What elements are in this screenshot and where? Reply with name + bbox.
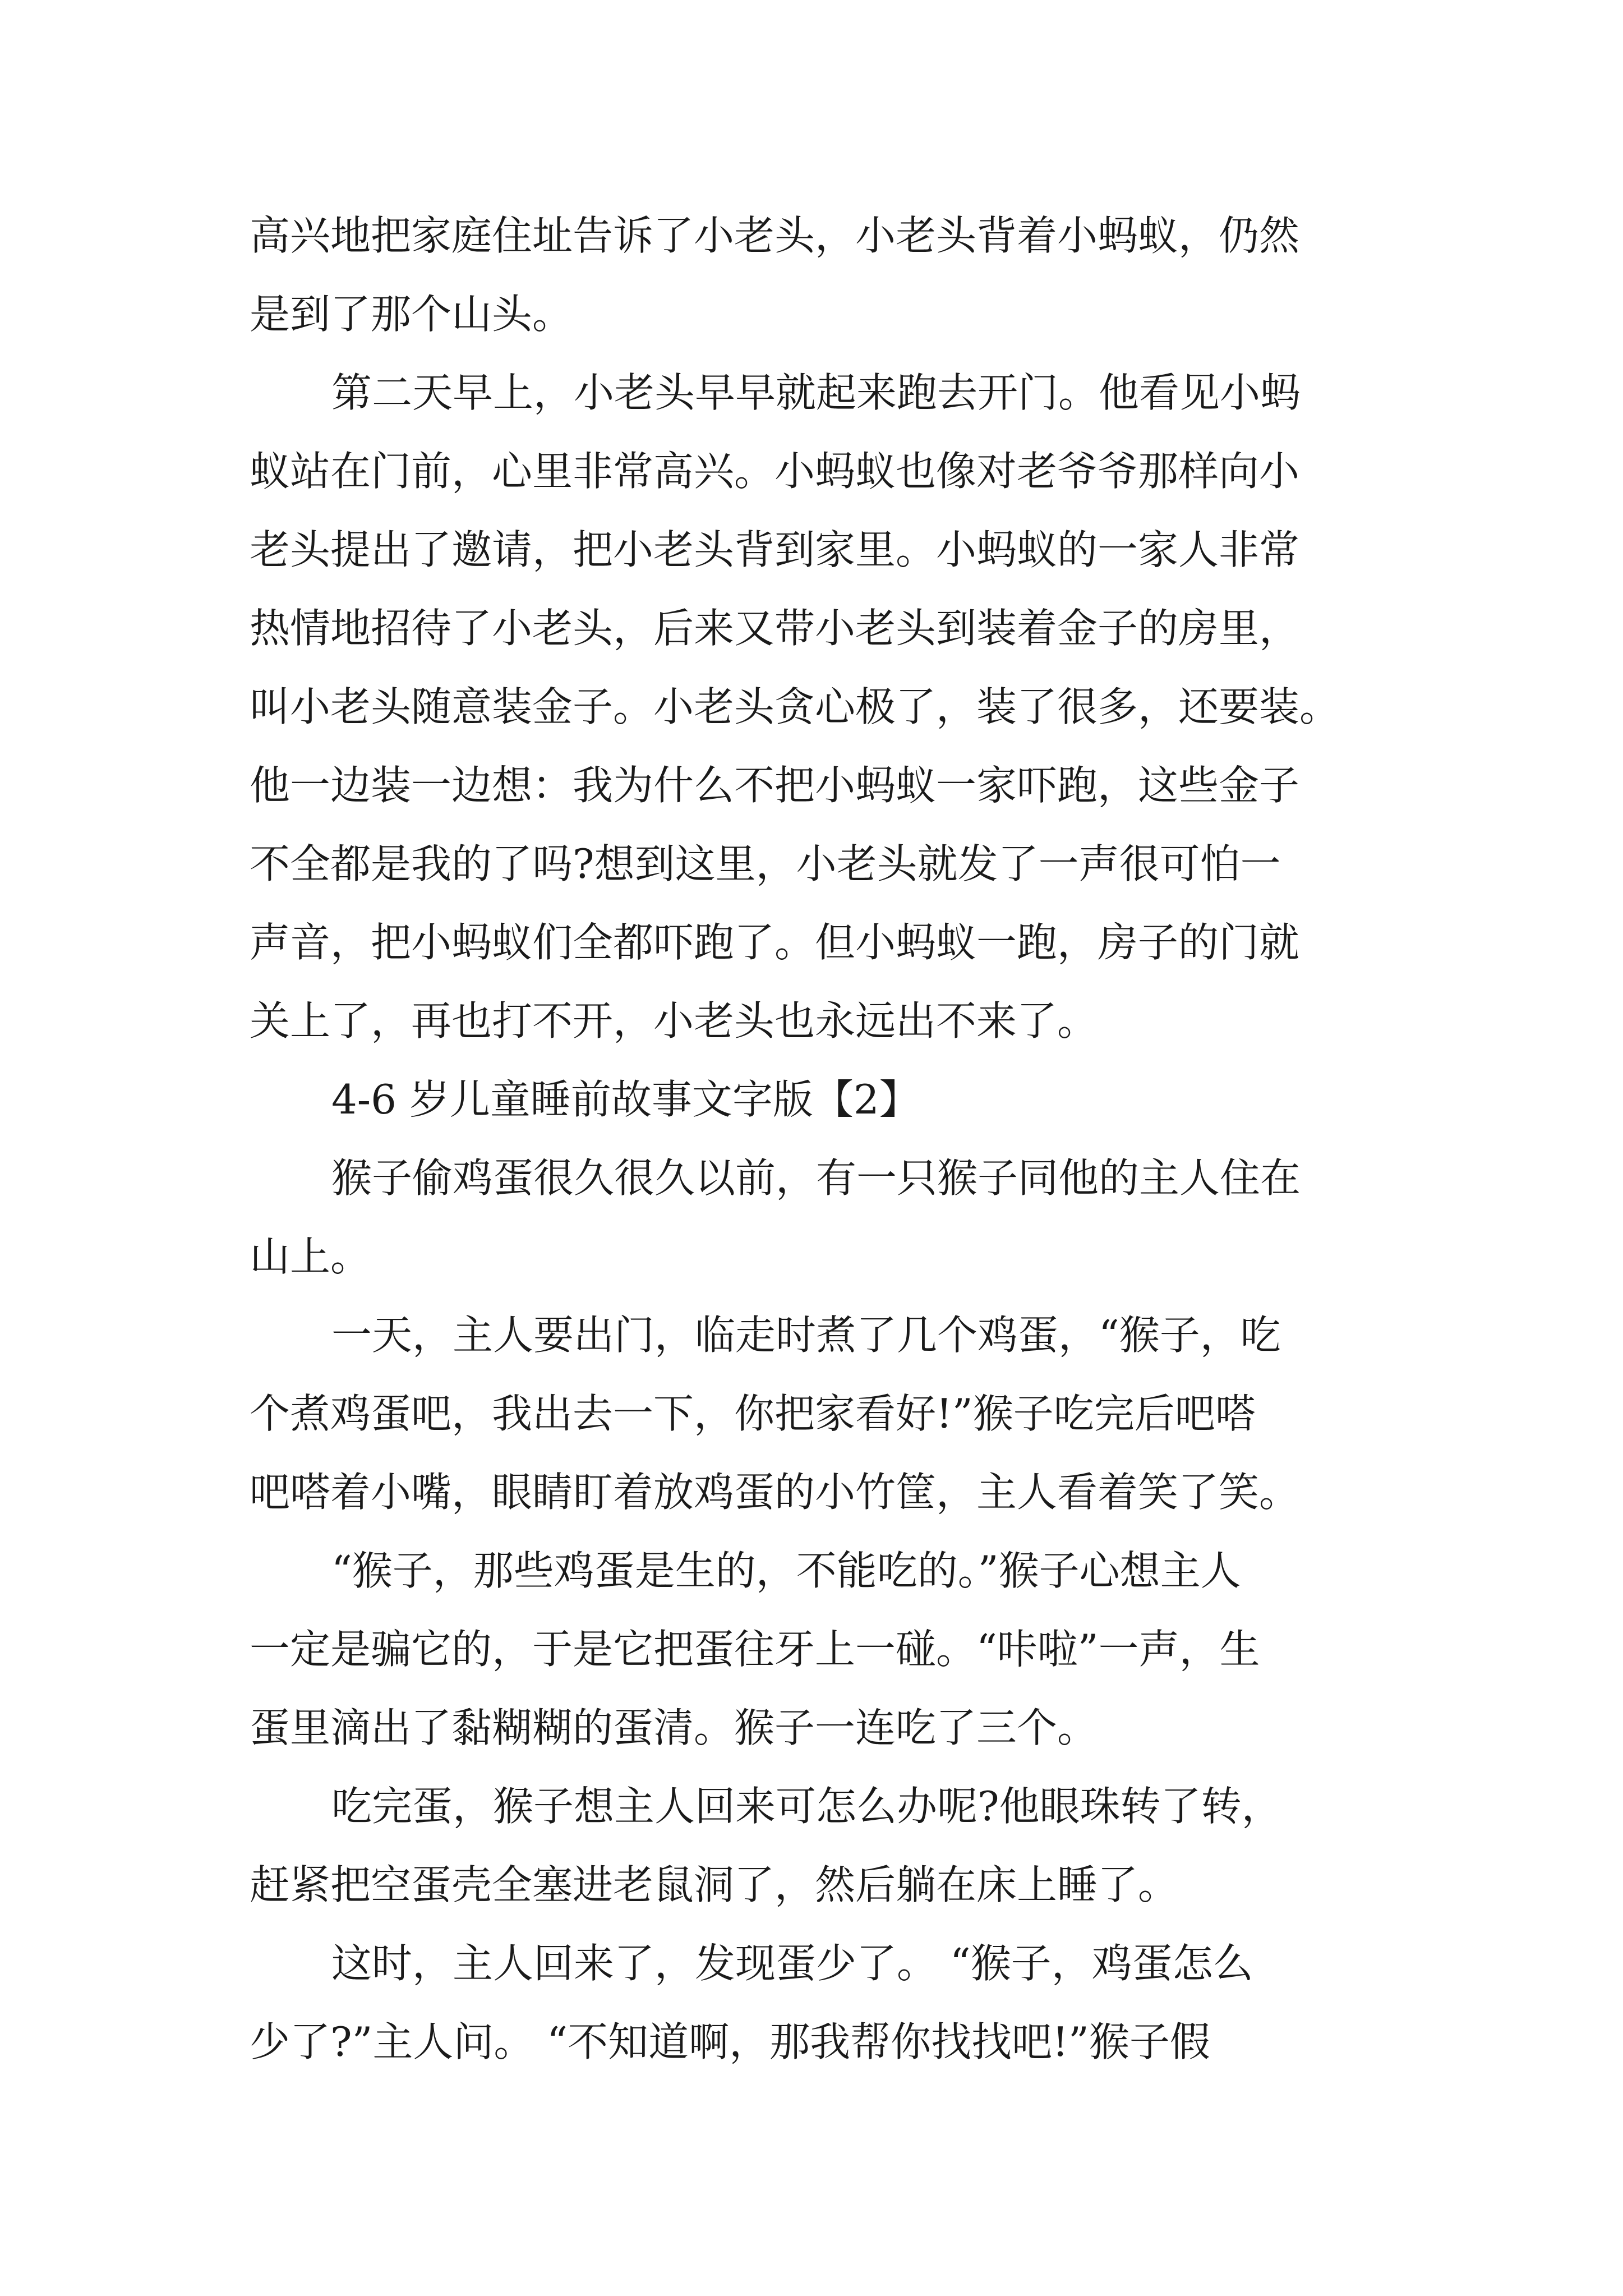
- text-line: 蛋里滴出了黏糊糊的蛋清。猴子一连吃了三个。: [250, 1704, 1098, 1751]
- text-line: 这时，主人回来了，发现蛋少了。 “猴子，鸡蛋怎么: [331, 1940, 1253, 1987]
- text-line: 个煮鸡蛋吧，我出去一下，你把家看好!”猴子吃完后吧嗒: [250, 1390, 1256, 1437]
- text-line: 第二天早上，小老头早早就起来跑去开门。他看见小蚂: [331, 369, 1301, 416]
- text-line: 赶紧把空蛋壳全塞进老鼠洞了，然后躺在床上睡了。: [250, 1861, 1179, 1908]
- text-line: 少了?”主人问。 “不知道啊，那我帮你找找吧!”猴子假: [250, 2018, 1210, 2065]
- text-line: 一定是骗它的，于是它把蛋往牙上一碰。“咔啦”一声，生: [250, 1626, 1260, 1673]
- text-line: 一天，主人要出门，临走时煮了几个鸡蛋，“猴子，吃: [331, 1312, 1281, 1359]
- story-text: [250, 196, 1385, 2081]
- text-line: 高兴地把家庭住址告诉了小老头，小老头背着小蚂蚁，仍然: [250, 212, 1300, 259]
- text-line: 他一边装一边想：我为什么不把小蚂蚁一家吓跑，这些金子: [250, 762, 1300, 809]
- text-line: 不全都是我的了吗?想到这里，小老头就发了一声很可怕一: [250, 840, 1281, 887]
- text-line: 叫小老头随意装金子。小老头贪心极了，装了很多，还要装。: [250, 683, 1340, 730]
- text-line: 老头提出了邀请，把小老头背到家里。小蚂蚁的一家人非常: [250, 526, 1300, 573]
- text-line: 山上。: [250, 1233, 371, 1280]
- text-line: 声音，把小蚂蚁们全都吓跑了。但小蚂蚁一跑，房子的门就: [250, 919, 1300, 966]
- text-line: 关上了，再也打不开，小老头也永远出不来了。: [250, 997, 1098, 1045]
- text-line: 是到了那个山头。: [250, 291, 573, 338]
- text-line: 吃完蛋，猴子想主人回来可怎么办呢?他眼珠转了转，: [331, 1783, 1282, 1830]
- text-line: 吧嗒着小嘴，眼睛盯着放鸡蛋的小竹筐，主人看着笑了笑。: [250, 1469, 1300, 1516]
- text-line: 蚁站在门前，心里非常高兴。小蚂蚁也像对老爷爷那样向小: [250, 448, 1300, 495]
- section-heading: 4-6 岁儿童睡前故事文字版【2】: [331, 1076, 920, 1123]
- text-line: “猴子，那些鸡蛋是生的，不能吃的。”猴子心想主人: [331, 1547, 1241, 1594]
- text-line: 热情地招待了小老头，后来又带小老头到装着金子的房里，: [250, 605, 1300, 652]
- text-line: 猴子偷鸡蛋很久很久以前，有一只猴子同他的主人住在: [331, 1154, 1301, 1202]
